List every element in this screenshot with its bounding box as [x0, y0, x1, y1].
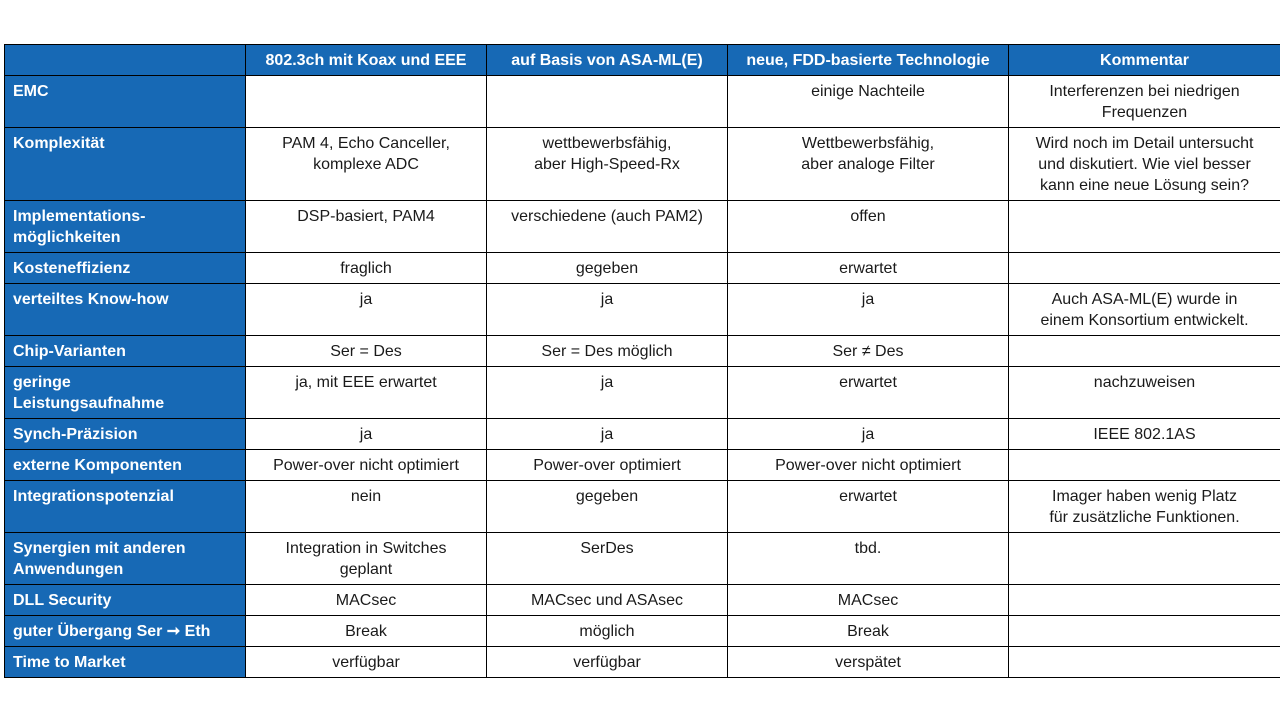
comment-cell [1009, 336, 1280, 367]
table-row [5, 284, 1280, 336]
table-cell: ja [487, 367, 728, 419]
table-row [5, 616, 1280, 647]
table-cell: verfügbar [246, 647, 487, 678]
comment-cell: Auch ASA-ML(E) wurde in einem Konsortium entwickelt. [1009, 284, 1280, 336]
comment-cell: Wird noch im Detail untersucht und diskutiert. Wie viel besser kann eine neue Lösung sein? [1009, 128, 1280, 201]
row-label-emc: EMC [5, 76, 246, 128]
table-cell [246, 76, 487, 128]
comment-cell: Imager haben wenig Platz für zusätzliche Funktionen. [1009, 481, 1280, 533]
table-cell: Power-over nicht optimiert [246, 450, 487, 481]
comparison-table [4, 44, 1280, 678]
table-row [5, 336, 1280, 367]
table-cell: fraglich [246, 253, 487, 284]
table-cell: Integration in Switches geplant [246, 533, 487, 585]
table-cell: einige Nachteile [728, 76, 1009, 128]
row-label-dll-security: DLL Security [5, 585, 246, 616]
comment-cell [1009, 533, 1280, 585]
header-corner-cell [5, 45, 246, 76]
table-row [5, 647, 1280, 678]
table-cell: wettbewerbsfähig, aber High-Speed-Rx [487, 128, 728, 201]
table-cell: tbd. [728, 533, 1009, 585]
table-cell: Ser = Des [246, 336, 487, 367]
table-cell: Break [728, 616, 1009, 647]
header-802-3ch: 802.3ch mit Koax und EEE [246, 45, 487, 76]
table-cell: Wettbewerbsfähig, aber analoge Filter [728, 128, 1009, 201]
header-row [5, 45, 1280, 76]
table-cell: PAM 4, Echo Canceller, komplexe ADC [246, 128, 487, 201]
row-label-leistungsaufnahme: geringe Leistungsaufnahme [5, 367, 246, 419]
table-cell: ja [728, 284, 1009, 336]
table-cell: erwartet [728, 481, 1009, 533]
header-kommentar: Kommentar [1009, 45, 1280, 76]
row-label-verteiltes-know-how: verteiltes Know-how [5, 284, 246, 336]
row-label-komplexitaet: Komplexität [5, 128, 246, 201]
comment-cell: IEEE 802.1AS [1009, 419, 1280, 450]
table-row [5, 450, 1280, 481]
comment-cell: nachzuweisen [1009, 367, 1280, 419]
table-row [5, 533, 1280, 585]
table-row [5, 253, 1280, 284]
row-label-chip-varianten: Chip-Varianten [5, 336, 246, 367]
table-row [5, 419, 1280, 450]
table-cell: offen [728, 201, 1009, 253]
row-label-externe-komponenten: externe Komponenten [5, 450, 246, 481]
table-cell: nein [246, 481, 487, 533]
comment-cell [1009, 585, 1280, 616]
header-fdd-technology: neue, FDD-basierte Technologie [728, 45, 1009, 76]
row-label-uebergang-ser-eth: guter Übergang Ser ➞ Eth [5, 616, 246, 647]
row-label-time-to-market: Time to Market [5, 647, 246, 678]
table-row [5, 481, 1280, 533]
row-label-integrationspotenzial: Integrationspotenzial [5, 481, 246, 533]
row-label-kosteneffizienz: Kosteneffizienz [5, 253, 246, 284]
table-cell: MACsec [728, 585, 1009, 616]
table-row [5, 76, 1280, 128]
comment-cell [1009, 647, 1280, 678]
table-cell: ja [487, 284, 728, 336]
table-cell: ja, mit EEE erwartet [246, 367, 487, 419]
comment-cell [1009, 201, 1280, 253]
table-cell: verschiedene (auch PAM2) [487, 201, 728, 253]
comment-cell [1009, 253, 1280, 284]
table-cell: ja [728, 419, 1009, 450]
table-cell: MACsec und ASAsec [487, 585, 728, 616]
table-cell: verfügbar [487, 647, 728, 678]
table-cell: Power-over optimiert [487, 450, 728, 481]
table-cell: gegeben [487, 481, 728, 533]
table-cell: Power-over nicht optimiert [728, 450, 1009, 481]
table-cell: verspätet [728, 647, 1009, 678]
table-cell [487, 76, 728, 128]
table-row [5, 201, 1280, 253]
row-label-synergien: Synergien mit anderen Anwendungen [5, 533, 246, 585]
table-row [5, 128, 1280, 201]
table-cell: Break [246, 616, 487, 647]
table-row [5, 367, 1280, 419]
table-cell: Ser = Des möglich [487, 336, 728, 367]
table-cell: erwartet [728, 367, 1009, 419]
row-label-synch-praezision: Synch-Präzision [5, 419, 246, 450]
table-cell: Ser ≠ Des [728, 336, 1009, 367]
table-cell: ja [246, 419, 487, 450]
row-label-implementationsmoeglichkeiten: Implementations- möglichkeiten [5, 201, 246, 253]
table-cell: möglich [487, 616, 728, 647]
table-cell: DSP-basiert, PAM4 [246, 201, 487, 253]
table-row [5, 585, 1280, 616]
comment-cell: Interferenzen bei niedrigen Frequenzen [1009, 76, 1280, 128]
table-cell: SerDes [487, 533, 728, 585]
table-cell: ja [487, 419, 728, 450]
comment-cell [1009, 616, 1280, 647]
comment-cell [1009, 450, 1280, 481]
header-asa-ml: auf Basis von ASA-ML(E) [487, 45, 728, 76]
table-cell: erwartet [728, 253, 1009, 284]
table-cell: MACsec [246, 585, 487, 616]
table-cell: ja [246, 284, 487, 336]
table-cell: gegeben [487, 253, 728, 284]
